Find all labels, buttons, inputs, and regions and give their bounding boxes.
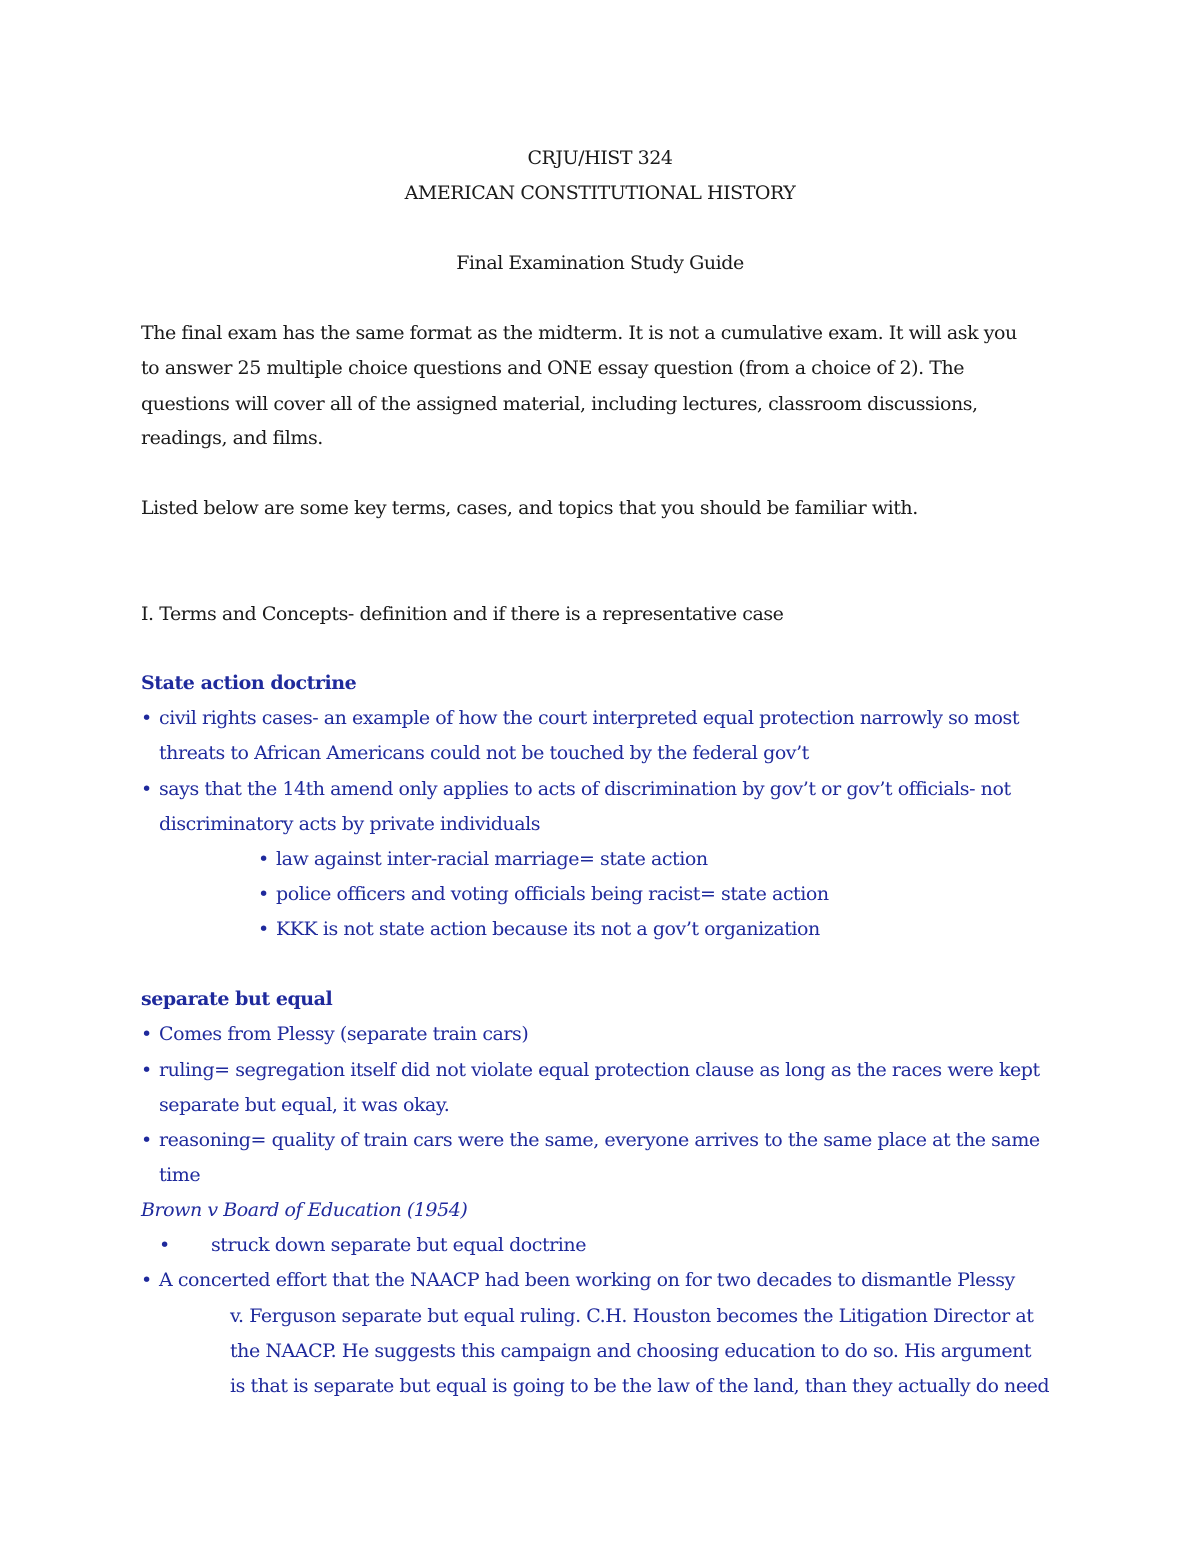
naacp-bullet: • A concerted effort that the NAACP had been working on for two decades to dismantle Plessy [141, 1268, 1015, 1292]
state-action-bullet-2: • says that the 14th amend only applies to acts of discrimination by gov’t or gov’t officials- not [141, 777, 1011, 801]
state-action-sub-bullet-1: • law against inter-racial marriage= state action [258, 847, 708, 871]
intro-line-1: The final exam has the same format as the midterm. It is not a cumulative exam. It will ask you [141, 322, 1017, 344]
intro-line-3: questions will cover all of the assigned material, including lectures, classroom discussions, [141, 393, 978, 415]
sbe-bullet-3: • reasoning= quality of train cars were the same, everyone arrives to the same place at the same [141, 1128, 1040, 1152]
brown-case-title: Brown v Board of Education (1954) [141, 1199, 468, 1221]
naacp-line-4: is that is separate but equal is going to be the law of the land, than they actually do need [230, 1375, 1050, 1397]
naacp-line-2: v. Ferguson separate but equal ruling. C.H. Houston becomes the Litigation Director at [230, 1305, 1034, 1327]
state-action-bullet-2-cont: discriminatory acts by private individuals [159, 813, 541, 835]
separate-but-equal-title: separate but equal [141, 988, 333, 1010]
state-action-bullet-1-cont: threats to African Americans could not be touched by the federal gov’t [159, 742, 809, 764]
intro-line-4: readings, and films. [141, 427, 323, 449]
sbe-bullet-2: • ruling= segregation itself did not violate equal protection clause as long as the races were kept [141, 1058, 1040, 1082]
sbe-bullet-2-cont: separate but equal, it was okay. [159, 1094, 450, 1116]
brown-bullet: • struck down separate but equal doctrine [159, 1233, 586, 1257]
section-heading-terms: I. Terms and Concepts- definition and if there is a representative case [141, 603, 784, 625]
state-action-bullet-1: • civil rights cases- an example of how the court interpreted equal protection narrowly so most [141, 706, 1019, 730]
sbe-bullet-3-cont: time [159, 1164, 201, 1186]
state-action-sub-bullet-3: • KKK is not state action because its not a gov’t organization [258, 917, 820, 941]
listed-below-text: Listed below are some key terms, cases, and topics that you should be familiar with. [141, 497, 918, 519]
course-title: AMERICAN CONSTITUTIONAL HISTORY [404, 182, 796, 204]
sbe-bullet-1: • Comes from Plessy (separate train cars) [141, 1022, 528, 1046]
doc-title: Final Examination Study Guide [456, 252, 744, 274]
course-code: CRJU/HIST 324 [527, 147, 673, 169]
state-action-sub-bullet-2: • police officers and voting officials being racist= state action [258, 882, 829, 906]
state-action-title: State action doctrine [141, 672, 357, 694]
naacp-line-3: the NAACP. He suggests this campaign and choosing education to do so. His argument [230, 1340, 1032, 1362]
intro-line-2: to answer 25 multiple choice questions and ONE essay question (from a choice of 2). The [141, 357, 965, 379]
